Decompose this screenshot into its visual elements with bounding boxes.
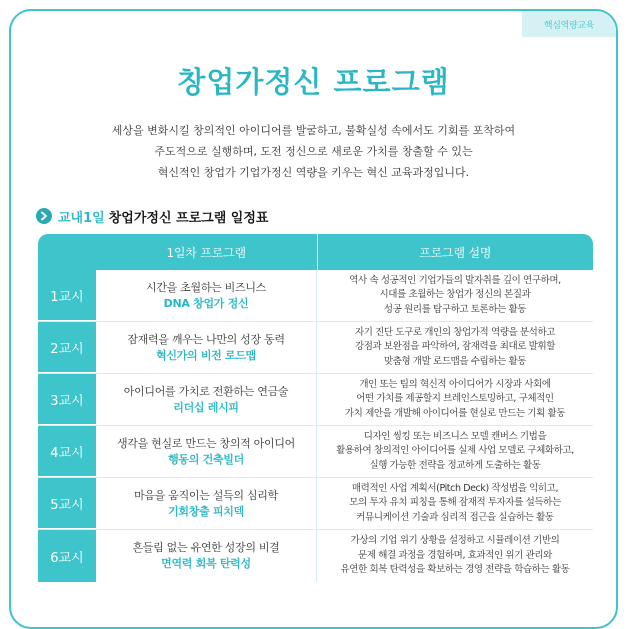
description-cell: [317, 322, 593, 373]
description-line: 자기 진단 도구로 개인의 창업가적 역량을 분석하고: [354, 326, 556, 338]
description-line: 맞춤형 개발 로드맵을 수립하는 활동: [383, 355, 527, 367]
program-cell: [96, 322, 317, 373]
period-label: 3교시: [38, 374, 96, 425]
program-title: 잠재력을 깨우는 나만의 성장 동력: [127, 332, 285, 346]
program-subtitle: 리더십 레시피: [173, 400, 239, 414]
description-line: 가치 제안을 개발해 아이디어를 현실로 만드는 기획 활동: [344, 407, 566, 419]
description-line: 역사 속 성공적인 기업가들의 발자취를 깊이 연구하며,: [349, 274, 561, 286]
program-subtitle: 면역력 회복 탄력성: [161, 557, 251, 570]
table-row: [38, 478, 593, 530]
program-cell: [96, 374, 317, 425]
period-label: 5교시: [38, 478, 96, 529]
schedule-table: [38, 234, 593, 582]
description-line: 실행 가능한 전략을 정교하게 도출하는 활동: [369, 459, 541, 471]
program-cell: [96, 426, 317, 477]
table-row: [38, 270, 593, 322]
table-row: [38, 426, 593, 478]
description-line: 개인 또는 팀의 혁신적 아이디어가 시장과 사회에: [359, 378, 551, 390]
description-line: 활용하여 창의적인 아이디어를 실제 사업 모델로 구체화하고,: [336, 445, 574, 457]
description-line: 매력적인 사업 계획서(Pitch Deck) 작성법을 익히고,: [351, 482, 559, 494]
description-cell: [317, 374, 593, 425]
period-label: 6교시: [38, 530, 96, 582]
description-line: 유연한 회복 탄력성을 확보하는 경영 전략을 학습하는 활동: [340, 564, 570, 576]
header-corner: [38, 234, 96, 270]
description-line: 어떤 가치를 제공할지 브레인스토밍하고, 구체적인: [356, 393, 554, 405]
program-subtitle: 기회창출 피치덱: [168, 504, 244, 518]
intro-line: 세상을 변화시킬 창의적인 아이디어를 발굴하고, 불확실성 속에서도 기회를 포착하여: [111, 124, 516, 137]
description-line: 시대를 초월하는 창업가 정신의 본질과: [379, 289, 531, 301]
period-label: 1교시: [38, 270, 96, 321]
page-title: 창업가정신 프로그램: [177, 65, 450, 99]
section-highlight: 교내1일: [58, 210, 105, 226]
program-subtitle: DNA 창업가 정신: [163, 296, 249, 310]
table-row: [38, 530, 593, 582]
description-cell: [317, 270, 593, 321]
category-tag: 핵심역량교육: [522, 11, 616, 37]
description-line: 문제 해결 과정을 경험하며, 효과적인 위기 관리와: [358, 549, 552, 561]
table-row: [38, 322, 593, 374]
intro-text: [0, 120, 627, 183]
description-line: 커뮤니케이션 기술과 심리적 접근을 실습하는 활동: [356, 511, 554, 523]
description-line: 성공 원리를 탐구하고 토론하는 활동: [383, 303, 527, 315]
description-line: 모의 투자 유치 피칭을 통해 잠재적 투자자를 설득하는: [349, 497, 561, 509]
period-label: 4교시: [38, 426, 96, 477]
table-row: [38, 374, 593, 426]
chevron-right-icon: [36, 208, 52, 224]
description-cell: [317, 478, 593, 529]
description-cell: [317, 426, 593, 477]
description-cell: [317, 530, 593, 582]
program-title: 생각을 현실로 만드는 창의적 아이디어: [116, 436, 295, 450]
description-line: 가상의 기업 위기 상황을 설정하고 시뮬레이션 기반의: [350, 535, 560, 547]
intro-line: 주도적으로 실행하며, 도전 정신으로 새로운 가치를 창출할 수 있는: [154, 145, 473, 158]
program-subtitle: 혁신가의 비전 로드맵: [156, 348, 256, 362]
table-header: [38, 234, 593, 270]
program-title: 시간을 초월하는 비즈니스: [146, 280, 266, 294]
program-cell: [96, 530, 317, 582]
program-cell: [96, 478, 317, 529]
program-title: 흔들림 없는 유연한 성장의 비결: [132, 541, 280, 554]
program-subtitle: 행동의 건축빌더: [168, 452, 244, 466]
section-heading: [36, 206, 268, 226]
program-title: 마음을 움직이는 설득의 심리학: [134, 488, 278, 502]
header-description: 프로그램 설명: [318, 234, 594, 270]
description-line: 디자인 씽킹 또는 비즈니스 모델 캔버스 기법을: [363, 430, 547, 442]
program-cell: [96, 270, 317, 321]
section-title: 창업가정신 프로그램 일정표: [108, 210, 269, 226]
period-label: 2교시: [38, 322, 96, 373]
program-title: 아이디어를 가치로 전환하는 연금술: [123, 384, 289, 398]
header-program: 1일차 프로그램: [96, 234, 318, 270]
intro-line: 혁신적인 창업가 기업가정신 역량을 키우는 혁신 교육과정입니다.: [157, 166, 470, 179]
description-line: 강점과 보완점을 파악하여, 잠재력을 최대로 발휘할: [354, 341, 556, 353]
